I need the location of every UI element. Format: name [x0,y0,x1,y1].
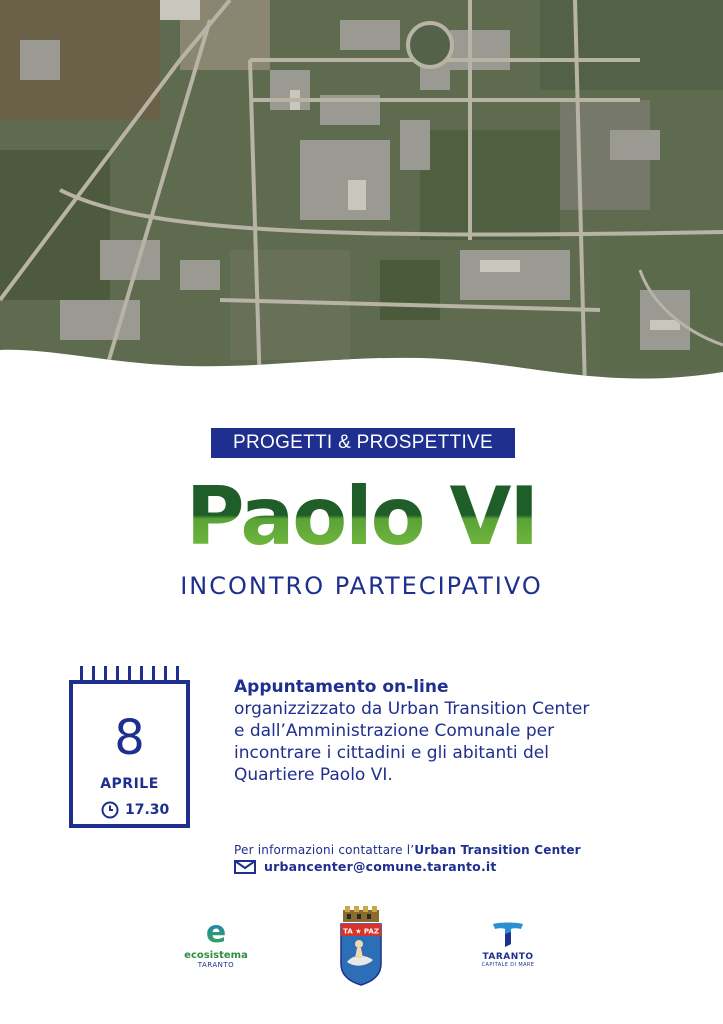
contact-email-row[interactable] [234,859,497,874]
crest-text: TA ★ PAZ [343,927,379,936]
ecosistema-city: TARANTO [197,961,235,969]
calendar-icon [69,680,190,828]
event-day: 8 [114,710,145,766]
event-time: 17.30 [125,802,170,818]
taranto-capitale-di-mare-logo [468,920,548,976]
event-month: APRILE [100,776,159,792]
section-tag: PROGETTI & PROSPETTIVE [211,428,515,458]
event-details: organizzizzato da Urban Transition Center e dall’Amministrazione Comunale per incontrare i cittadini e gli abitanti del Quartiere Paolo VI. [234,699,590,785]
taranto-name: TARANTO [482,952,534,962]
event-headline: Appuntamento on-line [234,677,449,697]
contact-info [234,843,581,857]
aerial-photo [0,0,723,390]
ecosistema-name: ecosistema [184,950,248,961]
contact-email[interactable]: urbancenter@comune.taranto.it [264,859,497,874]
contact-center: Urban Transition Center [414,843,581,857]
page-subtitle: INCONTRO PARTECIPATIVO [180,572,543,600]
page-title: Paolo VI [0,472,723,562]
taranto-crest-icon [337,906,385,986]
taranto-t-icon [491,920,525,948]
ecosistema-taranto-logo [176,915,256,978]
clock-icon [101,801,119,819]
event-description [234,676,674,786]
mail-icon [234,860,256,874]
contact-prefix: Per informazioni contattare l’ [234,843,415,857]
event-time-row [101,800,169,820]
taranto-tagline: CAPITALE DI MARE [481,962,535,968]
ecosistema-letter: e [176,918,256,948]
